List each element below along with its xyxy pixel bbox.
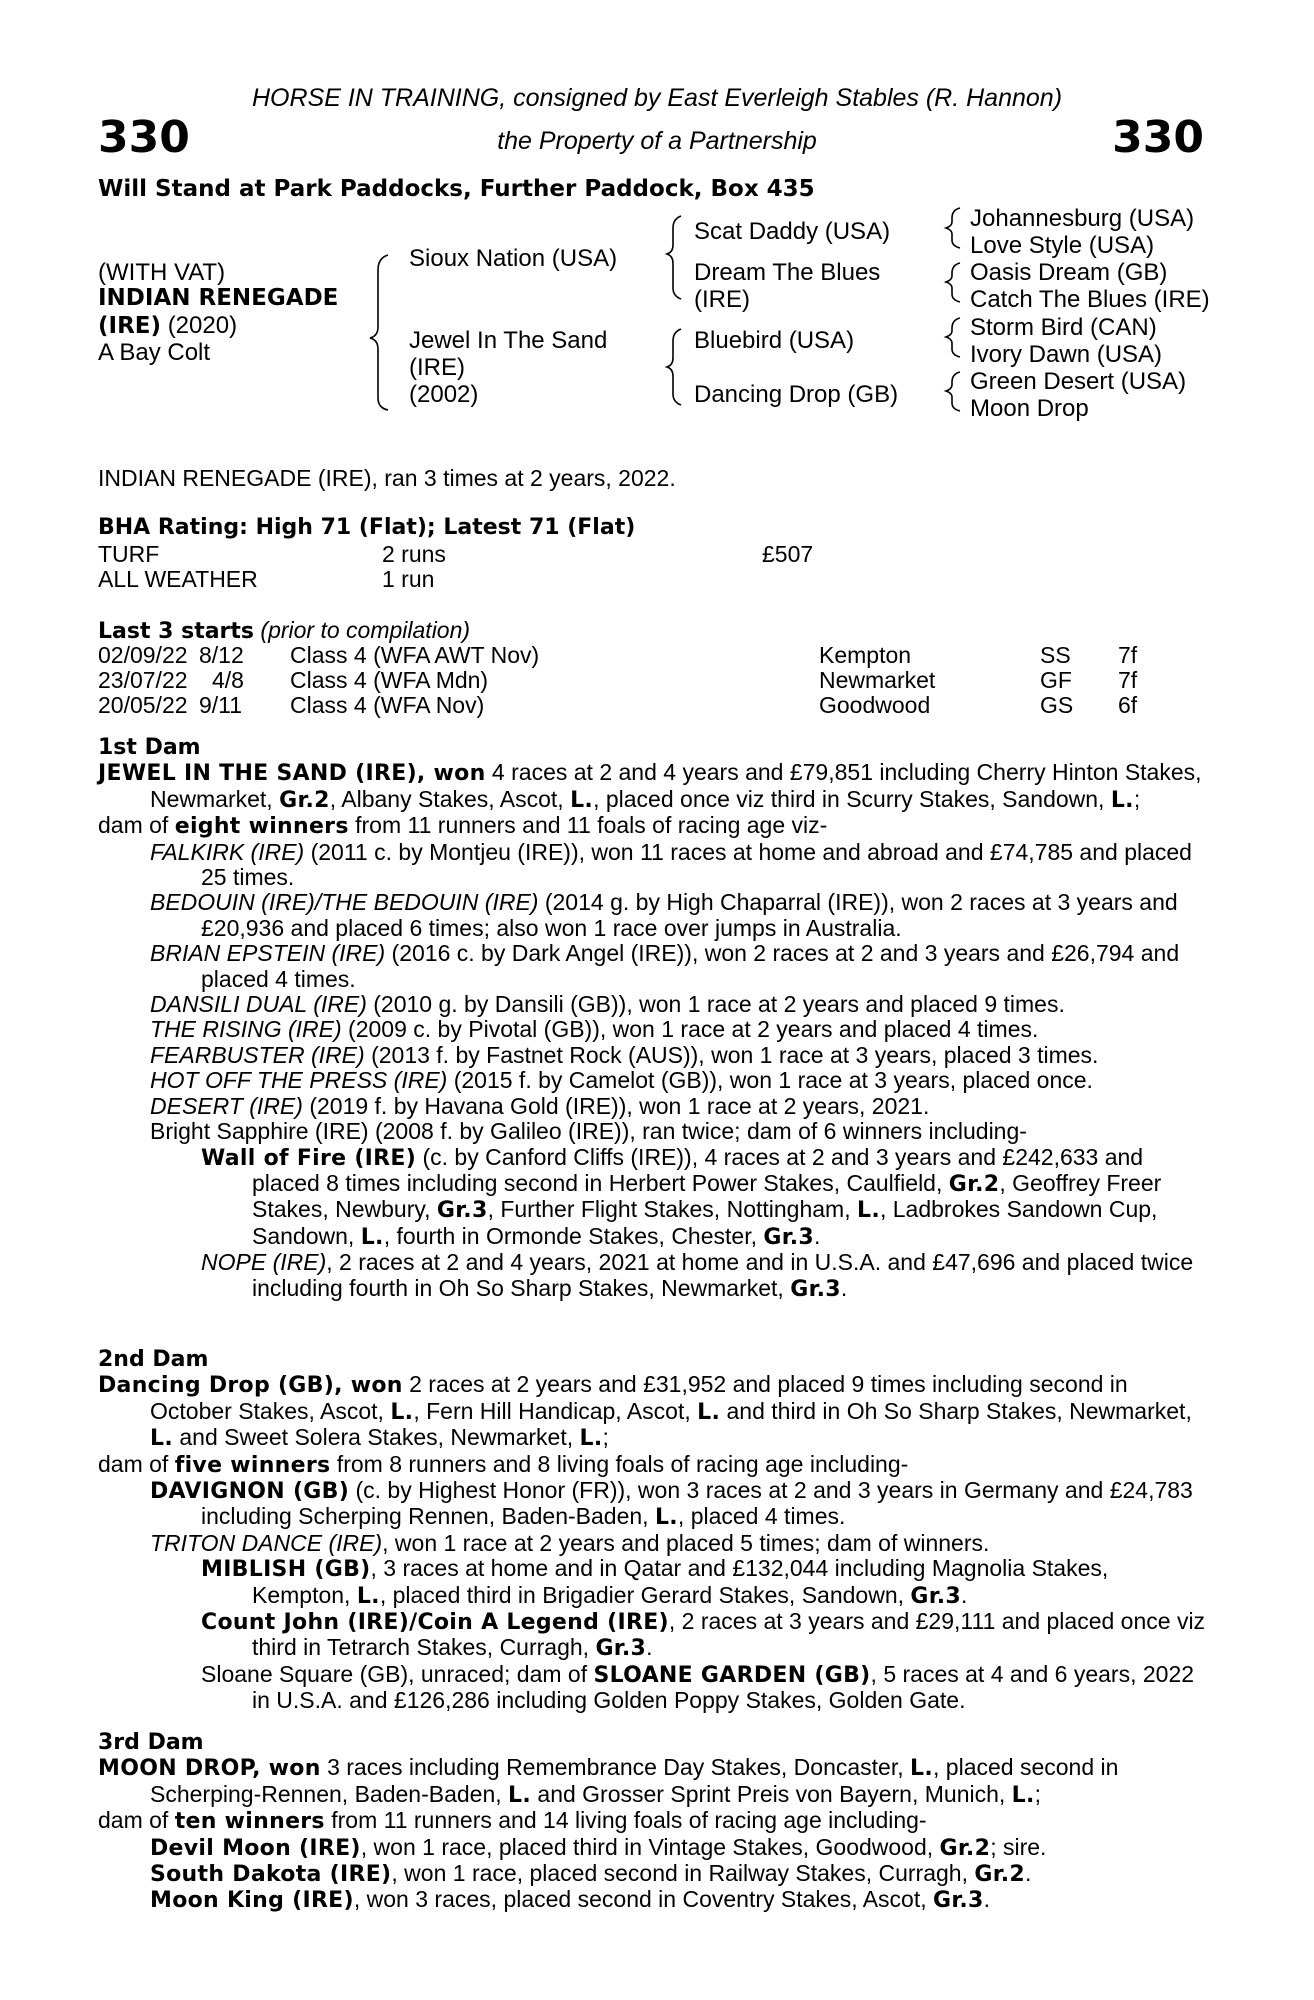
- sire: Sioux Nation (USA): [409, 245, 618, 272]
- text: ;: [1133, 785, 1141, 812]
- horse-year: (2020): [167, 312, 238, 339]
- start-course: Newmarket: [819, 667, 936, 693]
- listed-label: L.: [390, 1399, 414, 1425]
- third-dam-heading: 3rd Dam: [98, 1730, 204, 1755]
- vat-label: (WITH VAT): [98, 259, 226, 286]
- progeny-name: TRITON DANCE (IRE): [150, 1529, 383, 1556]
- progeny-item: [98, 1017, 1206, 1042]
- progeny-name: FALKIRK (IRE): [150, 838, 305, 865]
- text: ; sire.: [990, 1833, 1047, 1860]
- group-label: Gr.3: [910, 1583, 962, 1609]
- start-race: Class 4 (WFA Mdn): [290, 667, 489, 693]
- dam-line1: Jewel In The Sand: [409, 327, 608, 354]
- first-dam-section: [98, 735, 1206, 1302]
- text: , placed 4 times.: [677, 1503, 846, 1530]
- text: dam of: [98, 1450, 175, 1477]
- progeny-name: MIBLISH (GB): [201, 1557, 371, 1583]
- first-dam-record: [98, 760, 1206, 813]
- race-summary: INDIAN RENEGADE (IRE), ran 3 times at 2 years, 2022.: [98, 465, 676, 491]
- listed-label: L.: [697, 1399, 721, 1425]
- third-dam-record: [98, 1755, 1206, 1808]
- start-pos: 4/8: [212, 667, 244, 693]
- progeny-text: (2010 g. by Dansili (GB)), won 1 race at 2 years and placed 9 times.: [366, 991, 1065, 1018]
- start-row: [98, 642, 1198, 667]
- start-row: [98, 692, 1198, 717]
- text: from 8 runners and 8 living foals of racing age including-: [330, 1450, 909, 1477]
- progeny-name: Moon King (IRE): [150, 1888, 354, 1914]
- progeny-item: [98, 1043, 1206, 1068]
- grand-progeny-item: [98, 1609, 1206, 1662]
- start-course: Goodwood: [819, 692, 931, 718]
- start-date: 23/07/22: [98, 667, 188, 693]
- text: and Sweet Solera Stakes, Newmarket,: [172, 1424, 580, 1451]
- won-label: , won: [334, 1373, 403, 1399]
- group-label: Gr.3: [595, 1636, 647, 1662]
- listed-label: L.: [508, 1782, 532, 1808]
- horse-description: A Bay Colt: [98, 339, 211, 366]
- won-label: , won: [416, 761, 486, 787]
- text: , won 1 race, placed second in Railway Stakes, Curragh,: [391, 1860, 975, 1887]
- dam-sire: Bluebird (USA): [694, 327, 855, 354]
- group-label: Gr.3: [763, 1224, 815, 1250]
- start-going: GF: [1040, 667, 1072, 693]
- text: and Grosser Sprint Preis von Bayern, Munich,: [531, 1780, 1012, 1807]
- group-label: Gr.2: [948, 1171, 1000, 1197]
- progeny-item: [98, 1861, 1206, 1887]
- text: Sloane Square (GB), unraced; dam of: [201, 1660, 594, 1687]
- text: .: [983, 1886, 991, 1913]
- text: , Fern Hill Handicap, Ascot,: [413, 1397, 698, 1424]
- progeny-item: [98, 941, 1206, 992]
- bha-rating: BHA Rating: High 71 (Flat); Latest 71 (Flat): [98, 515, 636, 540]
- start-going: SS: [1040, 642, 1071, 668]
- listed-label: L.: [570, 787, 594, 813]
- progeny-name: FEARBUSTER (IRE): [150, 1041, 365, 1068]
- aw-label: ALL WEATHER: [98, 566, 258, 592]
- progeny-item: [98, 1531, 1206, 1556]
- progeny-text: (2016 c. by Dark Angel (IRE)), won 2 races at 2 and 3 years and £26,794 and placed 4 times.: [201, 940, 1180, 992]
- text: from 11 runners and 14 living foals of racing age including-: [324, 1807, 927, 1834]
- text: , placed third in Brigadier Gerard Stakes, Sandown,: [379, 1581, 911, 1608]
- start-race: Class 4 (WFA Nov): [290, 692, 485, 718]
- dsd: Ivory Dawn (USA): [970, 341, 1163, 368]
- dam-line3: (2002): [409, 381, 479, 408]
- start-race: Class 4 (WFA AWT Nov): [290, 642, 540, 668]
- progeny-item: [98, 1887, 1206, 1913]
- text: dam of: [98, 1807, 175, 1834]
- ddd: Moon Drop: [970, 395, 1089, 422]
- listed-label: L.: [360, 1224, 384, 1250]
- listed-label: L.: [910, 1756, 934, 1782]
- text: , won 1 race at 2 years and placed 5 times; dam of winners.: [382, 1529, 990, 1556]
- sdd: Catch The Blues (IRE): [970, 286, 1210, 313]
- text: , won 3 races, placed second in Coventry Stakes, Ascot,: [353, 1886, 934, 1913]
- text: , fourth in Ormonde Stakes, Chester,: [383, 1222, 764, 1249]
- text: dam of: [98, 812, 175, 839]
- listed-label: L.: [654, 1505, 678, 1531]
- start-date: 02/09/22: [98, 642, 188, 668]
- rating-row-turf: [98, 541, 1098, 566]
- text: , 2 races at 2 and 4 years, 2021 at home and in U.S.A. and £47,696 and placed twice including fourth in Oh So Sharp Stakes, Newmarket,: [252, 1249, 1194, 1301]
- progeny-name: THE RISING (IRE): [150, 1016, 342, 1043]
- text: , 2 races at 3 years and £29,111 and placed once viz third in Tetrarch Stakes, Curragh,: [252, 1608, 1206, 1661]
- stand-line: Will Stand at Park Paddocks, Further Paddock, Box 435: [98, 176, 815, 202]
- text: , Albany Stakes, Ascot,: [329, 785, 571, 812]
- last-starts-heading: [98, 617, 470, 644]
- second-dam-record: [98, 1372, 1206, 1451]
- group-label: Gr.2: [279, 787, 330, 813]
- progeny-name: DAVIGNON (GB): [150, 1479, 350, 1505]
- text: , placed second in Scherping-Rennen, Baden-Baden,: [150, 1754, 1119, 1807]
- text: (c. by Highest Honor (FR)), won 3 races at 2 and 3 years in Germany and £24,783 including Scherping Rennen, Baden-Baden,: [201, 1477, 1193, 1530]
- start-date: 20/05/22: [98, 692, 188, 718]
- rating-row-aw: [98, 566, 1098, 591]
- text: 4 races at 2 and 4 years and £79,851 including Cherry Hinton Stakes, Newmarket,: [150, 759, 1202, 812]
- sire-sire: Scat Daddy (USA): [694, 218, 891, 245]
- text: , Further Flight Stakes, Nottingham,: [487, 1196, 857, 1223]
- progeny-text: (2011 c. by Montjeu (IRE)), won 11 races at home and abroad and £74,785 and placed 25 times.: [201, 838, 1192, 891]
- grand-progeny-item: [98, 1145, 1206, 1251]
- grand-progeny-item: [98, 1250, 1206, 1302]
- progeny-name: SLOANE GARDEN (GB): [593, 1662, 871, 1688]
- progeny-item: [98, 992, 1206, 1017]
- first-dam-produce: [98, 813, 1206, 839]
- first-dam-name: JEWEL IN THE SAND (IRE): [98, 761, 417, 787]
- sds: Oasis Dream (GB): [970, 259, 1168, 286]
- text: , placed once viz third in Scurry Stakes, Sandown,: [593, 785, 1111, 812]
- text: .: [814, 1222, 821, 1249]
- progeny-item: [98, 890, 1206, 941]
- lot-number-right: 330: [1112, 112, 1204, 163]
- second-dam-produce: [98, 1452, 1206, 1478]
- start-pos: 8/12: [199, 642, 244, 668]
- turf-label: TURF: [98, 541, 160, 567]
- grand-progeny-item: [98, 1556, 1206, 1609]
- winners-count: five winners: [174, 1452, 331, 1478]
- last-starts-title: Last 3 starts: [98, 619, 255, 644]
- progeny-item: [98, 1478, 1206, 1531]
- second-dam-heading: 2nd Dam: [98, 1347, 209, 1372]
- sire-dam-line2: (IRE): [694, 286, 750, 313]
- winners-count: eight winners: [174, 814, 349, 840]
- won-label: , won: [252, 1756, 321, 1782]
- group-label: Gr.2: [974, 1862, 1026, 1888]
- text: 2 races at 2 years and £31,952 and placed 9 times including second in October Stakes, Ascot,: [150, 1371, 1128, 1424]
- text: .: [840, 1274, 848, 1301]
- second-dam-section: [98, 1347, 1206, 1714]
- third-dam-produce: [98, 1808, 1206, 1834]
- listed-label: L.: [356, 1583, 380, 1609]
- text: from 11 runners and 11 foals of racing age viz-: [348, 812, 828, 839]
- text: , won 1 race, placed third in Vintage Stakes, Goodwood,: [360, 1833, 940, 1860]
- progeny-name: Count John (IRE)/Coin A Legend (IRE): [201, 1610, 669, 1636]
- group-label: Gr.3: [436, 1198, 488, 1224]
- text: and third in Oh So Sharp Stakes, Newmarket,: [720, 1397, 1192, 1424]
- text: .: [961, 1581, 968, 1608]
- group-label: Gr.3: [790, 1276, 841, 1302]
- progeny-item: [98, 1835, 1206, 1861]
- start-dist: 6f: [1118, 692, 1138, 718]
- start-pos: 9/11: [199, 692, 243, 718]
- consignor-line: HORSE IN TRAINING, consigned by East Everleigh Stables (R. Hannon): [251, 84, 1063, 112]
- text: , 3 races at home and in Qatar and £132,044 including Magnolia Stakes, Kempton,: [252, 1555, 1109, 1608]
- sire-dam-line1: Dream The Blues: [694, 259, 881, 286]
- progeny-item: [98, 1068, 1206, 1093]
- text: ;: [1034, 1780, 1042, 1807]
- second-dam-name: Dancing Drop (GB): [98, 1373, 335, 1399]
- dam-line2: (IRE): [409, 354, 465, 381]
- listed-label: L.: [1011, 1782, 1035, 1808]
- group-label: Gr.2: [939, 1835, 991, 1861]
- dss: Storm Bird (CAN): [970, 314, 1157, 341]
- property-line: the Property of a Partnership: [497, 127, 817, 155]
- start-dist: 7f: [1118, 667, 1138, 693]
- progeny-name: BRIAN EPSTEIN (IRE): [150, 940, 386, 967]
- text: .: [1025, 1860, 1032, 1887]
- turf-runs: 2 runs: [382, 541, 446, 567]
- text: , Ladbrokes Sandown Cup, Sandown,: [252, 1196, 1158, 1249]
- horse-name: INDIAN RENEGADE: [98, 285, 339, 311]
- progeny-text: (2009 c. by Pivotal (GB)), won 1 race at 2 years and placed 4 times.: [341, 1016, 1039, 1043]
- progeny-text: (2014 g. by High Chaparral (IRE)), won 2 races at 3 years and £20,936 and placed 6 times; also won 1 race over jumps in Australia.: [201, 889, 1178, 941]
- aw-runs: 1 run: [382, 566, 435, 592]
- ssd: Love Style (USA): [970, 232, 1155, 259]
- progeny-name: DESERT (IRE): [150, 1092, 303, 1119]
- progeny-name: Devil Moon (IRE): [150, 1835, 361, 1861]
- progeny-name: NOPE (IRE): [201, 1249, 327, 1276]
- progeny-item: Bright Sapphire (IRE) (2008 f. by Galileo (IRE)), ran twice; dam of 6 winners including-: [150, 1118, 1027, 1145]
- start-going: GS: [1040, 692, 1074, 718]
- dam-dam: Dancing Drop (GB): [694, 381, 899, 408]
- start-row: [98, 667, 1198, 692]
- start-dist: 7f: [1118, 642, 1138, 668]
- turf-earnings: £507: [762, 541, 814, 567]
- text: (c. by Canford Cliffs (IRE)), 4 races at 2 and 3 years and £242,633 and placed 8 times including second in Herbert Power Stakes, Caulfield,: [252, 1143, 1144, 1196]
- progeny-name: HOT OFF THE PRESS (IRE): [150, 1067, 448, 1094]
- progeny-text: (2019 f. by Havana Gold (IRE)), won 1 race at 2 years, 2021.: [302, 1092, 930, 1119]
- text: , Geoffrey Freer Stakes, Newbury,: [252, 1169, 1162, 1223]
- text: ;: [602, 1424, 609, 1451]
- third-dam-section: [98, 1730, 1206, 1914]
- progeny-name: BEDOUIN (IRE)/THE BEDOUIN (IRE): [150, 889, 539, 916]
- listed-label: L.: [150, 1426, 173, 1452]
- text: , 5 races at 4 and 6 years, 2022 in U.S.A. and £126,286 including Golden Poppy Stakes, Golden Gate.: [252, 1660, 1195, 1714]
- grand-progeny-item: [98, 1662, 1206, 1714]
- dds: Green Desert (USA): [970, 368, 1187, 395]
- first-dam-heading: 1st Dam: [98, 735, 201, 760]
- text: .: [646, 1634, 653, 1661]
- group-label: Gr.3: [933, 1888, 984, 1914]
- progeny-text: (2015 f. by Camelot (GB)), won 1 race at 3 years, placed once.: [447, 1067, 1093, 1094]
- start-course: Kempton: [819, 642, 912, 668]
- third-dam-name: MOON DROP: [98, 1756, 253, 1782]
- progeny-name: Wall of Fire (IRE): [201, 1145, 417, 1171]
- lot-number-left: 330: [98, 112, 190, 163]
- progeny-name: South Dakota (IRE): [150, 1862, 392, 1888]
- progeny-item: [98, 1094, 1206, 1119]
- winners-count: ten winners: [174, 1809, 325, 1835]
- sss: Johannesburg (USA): [970, 205, 1195, 232]
- text: 3 races including Remembrance Day Stakes, Doncaster,: [320, 1754, 911, 1781]
- listed-label: L.: [1110, 787, 1134, 813]
- progeny-item: [98, 840, 1206, 891]
- listed-label: L.: [857, 1198, 880, 1224]
- listed-label: L.: [579, 1426, 603, 1452]
- progeny-name: DANSILI DUAL (IRE): [150, 991, 367, 1018]
- last-starts-note: (prior to compilation): [260, 617, 471, 643]
- progeny-text: (2013 f. by Fastnet Rock (AUS)), won 1 race at 3 years, placed 3 times.: [364, 1041, 1099, 1068]
- horse-country: (IRE): [98, 313, 162, 339]
